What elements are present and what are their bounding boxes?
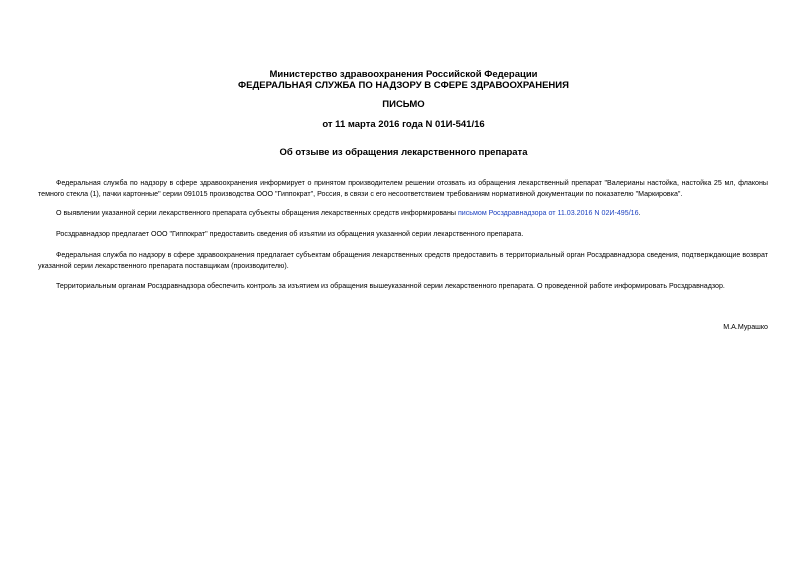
service-title: ФЕДЕРАЛЬНАЯ СЛУЖБА ПО НАДЗОРУ В СФЕРЕ ЗДРАВООХРАНЕНИЯ xyxy=(238,80,569,91)
document-subject: Об отзыве из обращения лекарственного препарата xyxy=(279,147,528,158)
paragraph-text: О выявлении указанной серии лекарственного препарата субъекты обращения лекарственных средств информированы xyxy=(56,209,458,217)
paragraph-control-order: Территориальным органам Росздравнадзора обеспечить контроль за изъятием из обращения вышеуказанной серии лекарственного препарата. О проведенной работе информировать Росздравнадзор. xyxy=(56,282,725,290)
document-date-number: от 11 марта 2016 года N 01И-541/16 xyxy=(322,119,485,130)
ministry-title: Министерство здравоохранения Российской Федерации xyxy=(269,69,538,80)
document-type: ПИСЬМО xyxy=(382,99,425,110)
paragraph-return-confirmation: Федеральная служба по надзору в сфере здравоохранения предлагает субъектам обращения лекарственных средств предоставить в территориальный орган Росздравнадзора сведения, подтверждающие возврат указанной серии лекарственного препарата поставщикам (производителю). xyxy=(38,251,768,270)
paragraph-text-end: . xyxy=(638,209,641,217)
paragraph-withdrawal-info: Росздравнадзор предлагает ООО "Гиппократ" предоставить сведения об изъятии из обращения указанной серии лекарственного препарата. xyxy=(56,230,524,238)
reference-letter-link[interactable]: письмом Росздравнадзора от 11.03.2016 N 02И-495/16 xyxy=(457,209,639,217)
paragraph-subjects-informed xyxy=(38,208,768,219)
signature: М.А.Мурашко xyxy=(723,323,768,331)
paragraph-recall-decision: Федеральная служба по надзору в сфере здравоохранения информирует о принятом производителем решении отозвать из обращения лекарственный препарат "Валерианы настойка, настойка 25 мл, флаконы темного стекла (1), пачки картонные" серии 091015 производства ООО "Гиппократ", Россия, в связи с его несоответствием требованиям нормативной документации по показателю "Маркировка". xyxy=(38,179,768,198)
